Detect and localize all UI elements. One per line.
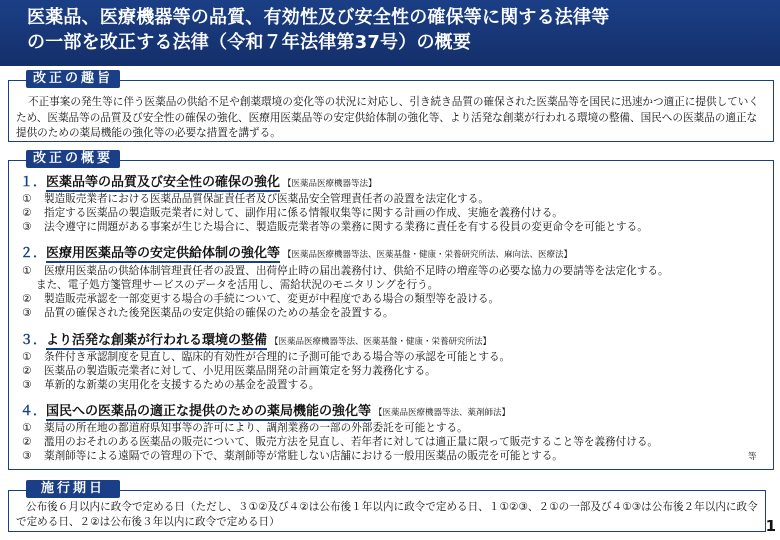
- etc-note: 等: [748, 452, 757, 462]
- page-header: [0, 0, 780, 66]
- page-number: 1: [765, 517, 776, 535]
- overview-section-4-title: ４．国民への医薬品の適正な提供のための薬局機能の強化等 【医薬品医療機器等法、薬剤師法】: [20, 404, 511, 419]
- purpose-text: 不正事案の発生等に伴う医薬品の供給不足や創薬環境の変化等の状況に対応し、引き続き品質の確保された医薬品等を国民に迅速かつ適正に提供していくため、医薬品等の品質及び安全性の確保の強化、医療用医薬品等の安定供給体制の強化等、より活発な創薬が行われる環境の整備、国民への医薬品の適正な提供のための薬局機能の強化等の必要な措置を講ずる。: [16, 96, 759, 139]
- page-title-line1: 医薬品、医療機器等の品質、有効性及び安全性の確保等に関する法律等: [27, 7, 610, 28]
- list-item: ② 医薬品の製造販売業者に対して、小児用医薬品開発の計画策定を努力義務化する。: [22, 365, 436, 377]
- list-item: ① 条件付き承認制度を見直し、臨床的有効性が合理的に予測可能である場合等の承認を可能とする。: [22, 351, 511, 363]
- effective-label: 施行期日: [26, 480, 120, 498]
- list-item: ③ 法令遵守に問題がある事案が生じた場合に、製造販売業者等の業務に関する業務に責任を有する役員の変更命令を可能とする。: [22, 221, 648, 233]
- list-item: ② 濫用のおそれのある医薬品の販売について、販売方法を見直し、若年者に対しては適正量に限って販売すること等を義務付ける。: [22, 436, 659, 448]
- overview-section-2-title: ２．医療用医薬品等の安定供給体制の強化等 【医薬品医療機器等法、医薬基盤・健康・栄養研究所法、麻向法、医療法】: [20, 246, 573, 261]
- purpose-label: 改正の趣旨: [26, 70, 120, 88]
- page-title-line2: の一部を改正する法律（令和７年法律第37号）の概要: [27, 32, 472, 53]
- overview-label: 改正の概要: [26, 150, 120, 168]
- list-item: ① 医療用医薬品の供給体制管理責任者の設置、出荷停止時の届出義務付け、供給不足時の増産等の必要な協力の要請等を法定化する。: [22, 265, 669, 277]
- effective-text: 公布後６月以内に政令で定める日（ただし、３①②及び４②は公布後１年以内に政令で定める日、１①②③、２①の一部及び４①③は公布後２年以内に政令で定める日、２②は公布後３年以内に政令で定める日）: [16, 501, 758, 528]
- list-item: また、電子処方箋管理サービスのデータを活用し、需給状況のモニタリングを行う。: [36, 279, 439, 291]
- overview-section-1-title: １．医薬品等の品質及び安全性の確保の強化 【医薬品医療機器等法】: [20, 175, 377, 190]
- list-item: ② 製造販売承認を一部変更する場合の手続について、変更が中程度である場合の類型等を設ける。: [22, 293, 500, 305]
- list-item: ③ 薬剤師等による遠隔での管理の下で、薬剤師等が常駐しない店舗における一般用医薬品の販売を可能とする。: [22, 450, 563, 462]
- overview-section-3-title: ３．より活発な創薬が行われる環境の整備 【医薬品医療機器等法、医薬基盤・健康・栄養研究所法】: [20, 333, 492, 348]
- list-item: ② 指定する医薬品の製造販売業者に対して、副作用に係る情報収集等に関する計画の作成、実施を義務付ける。: [22, 207, 563, 219]
- list-item: ① 製造販売業者における医薬品品質保証責任者及び医薬品安全管理責任者の設置を法定化する。: [22, 193, 489, 205]
- list-item: ① 薬局の所在地の都道府県知事等の許可により、調剤業務の一部の外部委託を可能とする。: [22, 422, 468, 434]
- list-item: ③ 革新的な新薬の実用化を支援するための基金を設置する。: [22, 379, 320, 391]
- list-item: ③ 品質の確保された後発医薬品の安定供給の確保のための基金を設置する。: [22, 307, 394, 319]
